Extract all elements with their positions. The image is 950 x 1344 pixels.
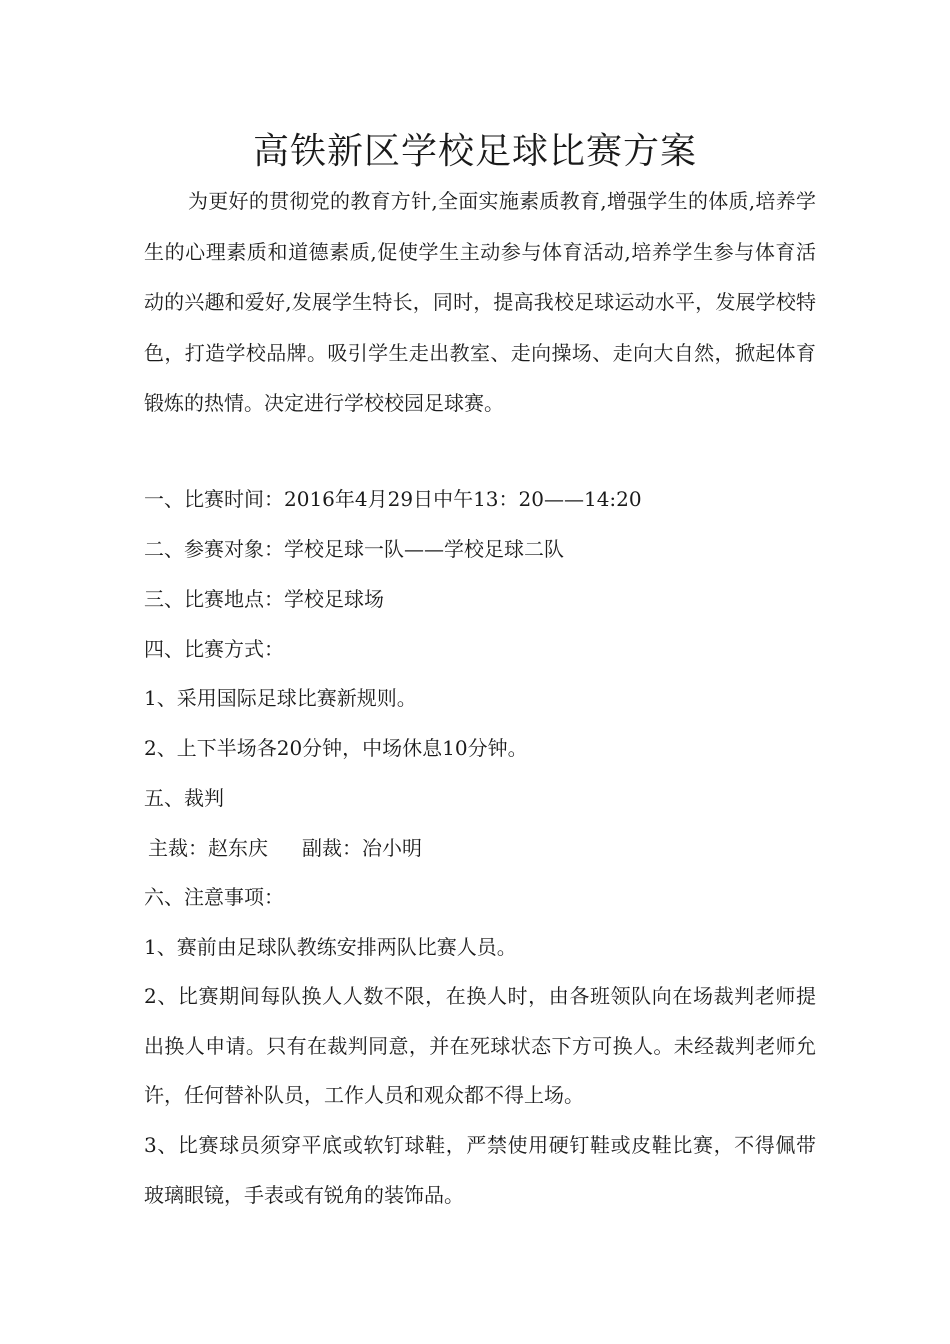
chief-referee: 主裁：赵东庆	[148, 836, 268, 860]
section-referee-heading: 五、裁判	[144, 786, 224, 810]
section-location: 三、比赛地点：学校足球场	[144, 587, 384, 611]
deputy-referee: 副裁：冶小明	[302, 836, 422, 860]
note-3: 3、比赛球员须穿平底或软钉球鞋，严禁使用硬钉鞋或皮鞋比赛，不得佩带玻璃眼镜，手表或有锐角的装饰品。	[144, 1133, 816, 1207]
document-title: 高铁新区学校足球比赛方案	[252, 131, 697, 172]
section-participants: 二、参赛对象：学校足球一队——学校足球二队	[144, 537, 564, 561]
format-rule-1: 1、采用国际足球比赛新规则。	[144, 686, 417, 710]
referee-line	[148, 833, 828, 863]
intro-paragraph: 为更好的贯彻党的教育方针,全面实施素质教育,增强学生的体质,培养学生的心理素质和道德素质,促使学生主动参与体育活动,培养学生参与体育活动的兴趣和爱好,发展学生特长，同时，提高我校足球运动水平，发展学校特色，打造学校品牌。吸引学生走出教室、走向操场、走向大自然，掀起体育锻炼的热情。决定进行学校校园足球赛。	[144, 189, 816, 415]
note-1: 1、赛前由足球队教练安排两队比赛人员。	[144, 935, 517, 959]
note-2: 2、比赛期间每队换人人数不限，在换人时，由各班领队向在场裁判老师提出换人申请。只有在裁判同意，并在死球状态下方可换人。未经裁判老师允许，任何替补队员，工作人员和观众都不得上场。	[144, 984, 816, 1107]
section-time: 一、比赛时间：2016年4月29日中午13：20——14:20	[144, 487, 642, 511]
format-rule-2: 2、上下半场各20分钟，中场休息10分钟。	[144, 736, 528, 760]
section-notes-heading: 六、注意事项：	[144, 885, 284, 909]
section-format-heading: 四、比赛方式：	[144, 637, 284, 661]
